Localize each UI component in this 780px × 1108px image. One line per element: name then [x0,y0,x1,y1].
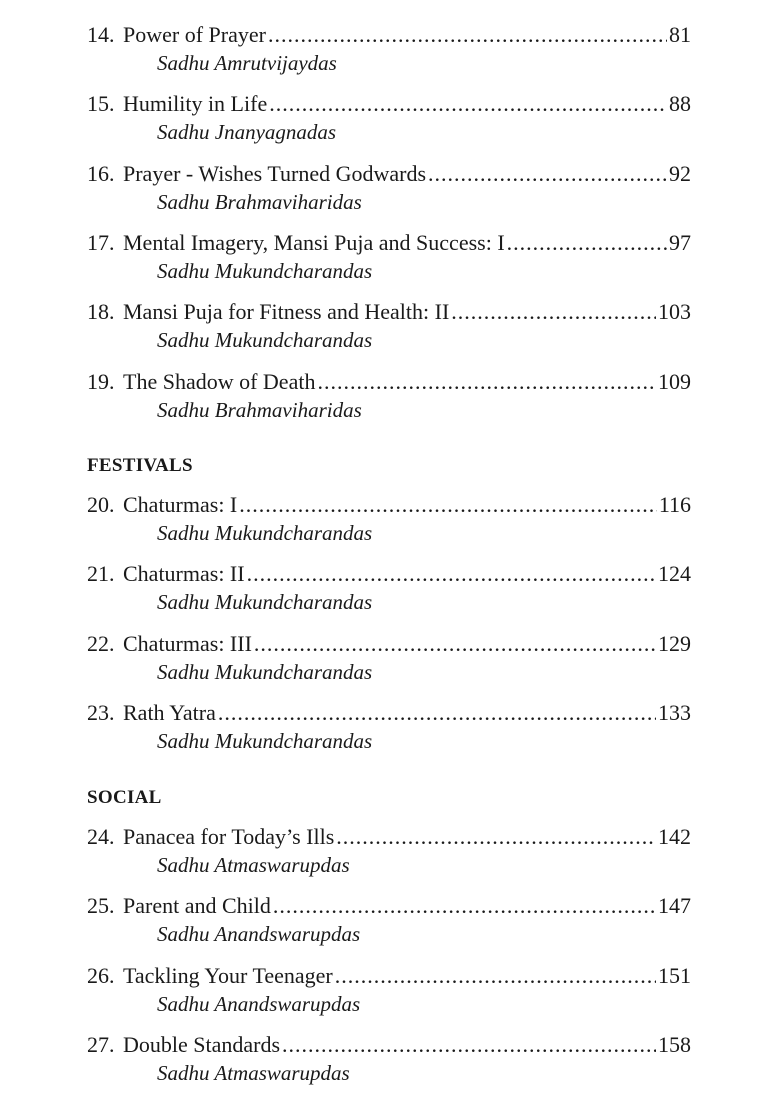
toc-entry [87,823,691,879]
entry-number: 21. [87,561,115,587]
entry-title: Mental Imagery, Mansi Puja and Success: I [123,229,505,255]
entry-title: Parent and Child [123,893,271,919]
toc-entry-line [87,1031,691,1059]
entry-author: Sadhu Mukundcharandas [157,728,373,753]
entry-number: 17. [87,229,115,255]
toc-entry-line [87,160,691,188]
dot-leader [239,491,657,519]
toc-entry [87,229,691,285]
toc-entry-line [87,892,691,920]
toc-entry [87,699,691,755]
dot-leader [273,892,656,920]
toc-entry-line [87,229,691,257]
entry-author: Sadhu Mukundcharandas [157,258,373,283]
toc-entry-line [87,823,691,851]
dot-leader [269,90,667,118]
entry-title: Power of Prayer [123,22,266,47]
entry-number: 16. [87,160,115,186]
entry-page-number: 133 [658,699,691,725]
entry-number: 22. [87,630,115,656]
entry-page-number: 147 [658,893,691,919]
entry-number: 18. [87,299,115,325]
dot-leader [335,962,656,990]
entry-number: 25. [87,893,115,919]
entry-author: Sadhu Brahmaviharidas [157,189,362,214]
dot-leader [282,1031,656,1059]
entry-page-number: 92 [669,160,691,186]
entry-page-number: 97 [669,229,691,255]
toc-entry-line [87,699,691,727]
toc-entry [87,368,691,424]
toc-entry [87,1031,691,1087]
toc-entry [87,21,691,77]
toc-entry [87,491,691,547]
dot-leader [254,630,656,658]
toc-entry-line [87,90,691,118]
toc-entry-line [87,368,691,396]
entry-number: 19. [87,368,115,394]
dot-leader [268,21,667,49]
toc-entry-line [87,298,691,326]
toc-entry [87,892,691,948]
dot-leader [247,560,656,588]
entry-number: 24. [87,824,115,849]
dot-leader [317,368,656,396]
entry-title: Panacea for Today’s Ills [123,824,335,849]
entry-page-number: 158 [658,1031,691,1057]
entry-title: Double Standards [123,1031,281,1057]
entry-page-number: 151 [658,962,691,988]
entry-title: Chaturmas: III [123,630,252,656]
toc-entry-line [87,630,691,658]
entry-title: Mansi Puja for Fitness and Health: II [123,299,450,325]
entry-title: Rath Yatra [123,699,216,725]
dot-leader [336,823,656,851]
entry-author: Sadhu Brahmaviharidas [157,397,362,422]
entry-page-number: 142 [658,824,691,849]
toc-entry [87,630,691,686]
section-heading: SOCIAL [87,787,162,808]
entry-author: Sadhu Anandswarupdas [157,922,361,947]
entry-author: Sadhu Jnanyagnadas [157,120,337,145]
dot-leader [451,298,656,326]
entry-title: Prayer - Wishes Turned Godwards [123,160,427,186]
toc-entry [87,560,691,616]
entry-number: 27. [87,1031,115,1057]
entry-author: Sadhu Mukundcharandas [157,521,373,545]
toc-entry-line [87,560,691,588]
entry-author: Sadhu Atmaswarupdas [157,853,350,877]
entry-number: 23. [87,699,115,725]
entry-page-number: 124 [658,561,691,587]
entry-page-number: 109 [658,368,691,394]
entry-number: 14. [87,22,115,47]
entry-page-number: 103 [658,299,691,325]
toc-entry-line [87,491,691,519]
section-heading: FESTIVALS [87,455,193,476]
toc-entry-line [87,21,691,49]
entry-author: Sadhu Mukundcharandas [157,659,373,684]
toc-entry-line [87,962,691,990]
entry-author: Sadhu Mukundcharandas [157,590,373,615]
entry-number: 26. [87,962,115,988]
entry-page-number: 129 [658,630,691,656]
entry-number: 20. [87,492,115,517]
entry-author: Sadhu Mukundcharandas [157,328,373,353]
dot-leader [218,699,656,727]
entry-page-number: 116 [658,492,691,517]
entry-title: The Shadow of Death [123,368,316,394]
toc-entry [87,160,691,216]
entry-author: Sadhu Amrutvijaydas [157,51,337,75]
entry-title: Humility in Life [123,91,268,117]
entry-page-number: 81 [669,22,691,47]
toc-entry [87,90,691,146]
toc-entry [87,962,691,1018]
dot-leader [507,229,667,257]
entry-title: Chaturmas: I [123,492,238,517]
toc-entry [87,298,691,354]
entry-author: Sadhu Atmaswarupdas [157,1060,350,1085]
entry-author: Sadhu Anandswarupdas [157,991,361,1016]
entry-title: Chaturmas: II [123,561,245,587]
entry-title: Tackling Your Teenager [123,962,333,988]
dot-leader [428,160,667,188]
entry-number: 15. [87,91,115,117]
entry-page-number: 88 [669,91,691,117]
